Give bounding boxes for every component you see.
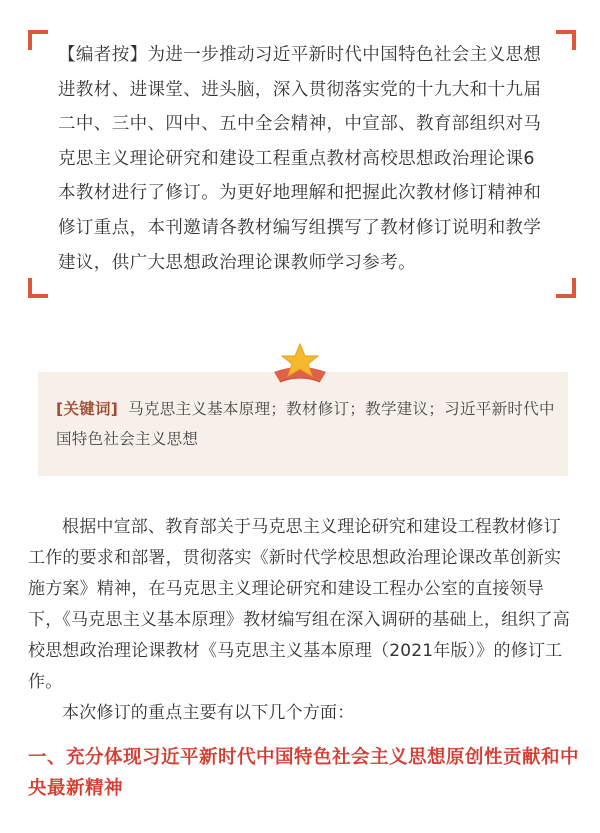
keyword-text — [56, 394, 556, 454]
article-body — [28, 512, 576, 729]
section-heading: 一、充分体现习近平新时代中国特色社会主义思想原创性贡献和中央最新精神 — [28, 747, 580, 799]
keyword-list: 马克思主义基本原理；教材修订；教学建议；习近平新时代中国特色社会主义思想 — [56, 400, 555, 448]
frame-corner-bottom-left — [28, 278, 48, 298]
body-paragraph-1: 根据中宣部、教育部关于马克思主义理论研究和建设工程教材修订工作的要求和部署，贯彻落实《新时代学校思想政治理论课改革创新实施方案》精神，在马克思主义理论研究和建设工程办公室的直接领导下，《马克思主义基本原理》教材编写组在深入调研的基础上，组织了高校思想政治理论课教材《马克思主义基本原理（2021年版）》的修订工作。 — [28, 517, 570, 692]
frame-corner-top-right — [556, 30, 576, 50]
frame-corner-top-left — [28, 30, 48, 50]
editor-note-text: 【编者按】为进一步推动习近平新时代中国特色社会主义思想进教材、进课堂、进头脑，深入贯彻落实党的十九大和十九届二中、三中、四中、五中全会精神，中宣部、教育部组织对马克思主义理论研究和建设工程重点教材高校思想政治理论课6本教材进行了修订。为更好地理解和把握此次教材修订精神和修订重点，本刊邀请各教材编写组撰写了教材修订说明和教学建议，供广大思想政治理论课教师学习参考。 — [58, 45, 542, 273]
body-paragraph-2: 本次修订的重点主要有以下几个方面： — [62, 703, 355, 723]
frame-corner-bottom-right — [556, 278, 576, 298]
editor-note-frame — [28, 30, 576, 298]
keyword-box — [38, 372, 568, 476]
keyword-label: [关键词] — [56, 400, 119, 418]
star-ribbon-icon — [270, 342, 330, 386]
